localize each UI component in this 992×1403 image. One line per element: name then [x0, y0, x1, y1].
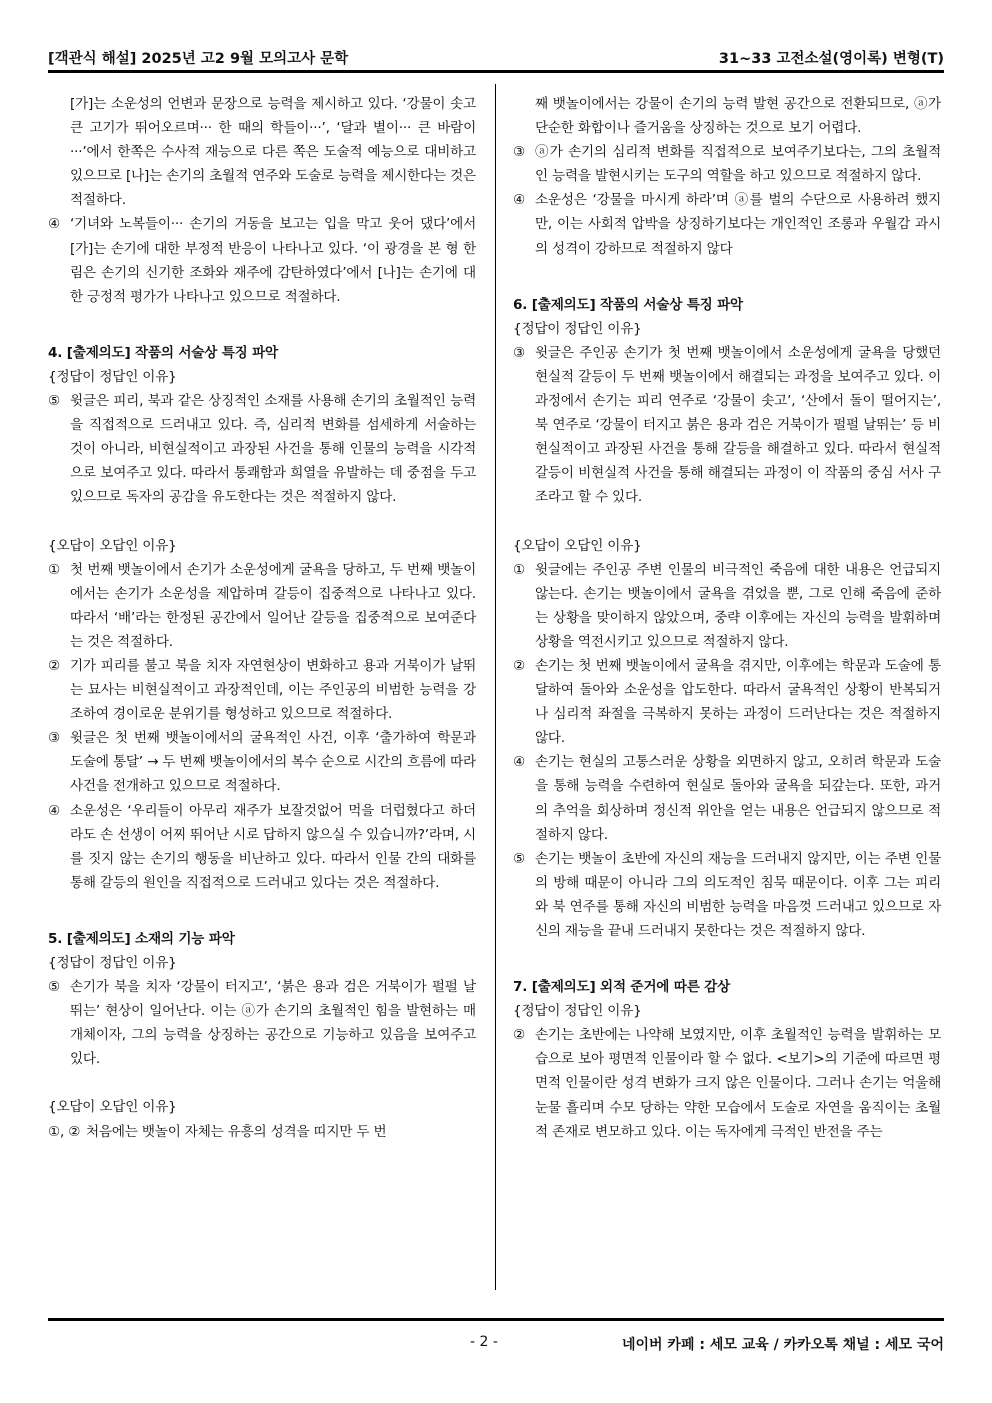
header-rule: [48, 70, 944, 73]
q4-wrong-1: [48, 558, 476, 654]
intro-continuation: [가]는 소운성의 언변과 문장으로 능력을 제시하고 있다. ‘강물이 솟고 큰 고기가 뛰어오르며··· 한 때의 학들이···’, ‘달과 별이··· 큰 바람이···’에서 한쪽은 수사적 재능으로 다른 쪽은 도술적 예능으로 대비하고 있으므로 [나]는 손기의 초월적 연주와 도술로 능력을 제시한다는 것은 적절하다.: [70, 96, 476, 209]
q5-title: 5. [출제의도] 소재의 기능 파악: [48, 930, 235, 947]
page-header: [48, 44, 944, 68]
q3-item-4: [48, 212, 476, 308]
item-number: ①: [48, 561, 60, 578]
item-text: 기가 피리를 불고 북을 치자 자연현상이 변화하고 용과 거북이가 날뛰는 묘사는 비현실적이고 과장적인데, 이는 주인공의 비범한 능력을 강조하여 경이로운 분위기를 형성하고 있으므로 적절하다.: [70, 657, 476, 723]
item-number: ④: [48, 802, 60, 819]
item-number: ②: [48, 657, 60, 674]
item-number: ②: [513, 657, 525, 674]
item-text: 손기가 북을 치자 ‘강물이 터지고’, ‘붉은 용과 검은 거북이가 펄펄 날뛰는’ 현상이 일어난다. 이는 ⓐ가 손기의 초월적인 힘을 발현하는 매개체이자, 그의 능력을 상징하는 공간으로 기능하고 있음을 보여주고 있다.: [70, 979, 476, 1068]
item-number: ⑤: [48, 393, 60, 410]
item-text: 윗글은 피리, 북과 같은 상징적인 소재를 사용해 손기의 초월적인 능력을 직접적으로 드러내고 있다. 즉, 심리적 변화를 섬세하게 서술하는 것이 아니라, 비현실적이고 과장된 사건을 통해 인물의 능력을 시각적으로 보여주고 있다. 따라서 통쾌함과 희열을 유발하는 데 중점을 두고 있으므로 독자의 공감을 유도한다는 것은 적절하지 않다.: [70, 393, 476, 506]
item-number: ①, ②: [48, 1123, 81, 1140]
item-number: ④: [48, 216, 60, 233]
item-text: ‘기녀와 노복들이··· 손기의 거동을 보고는 입을 막고 웃어 댔다’에서 [가]는 손기에 대한 부정적 반응이 나타나고 있다. ‘이 광경을 본 형 한림은 손기의 신기한 조화와 재주에 감탄하였다’에서 [나]는 손기에 대한 긍정적 평가가 나타나고 있으므로 적절하다.: [70, 216, 476, 305]
footer-rule: [48, 1318, 944, 1321]
item-text: 첫 번째 뱃놀이에서 손기가 소운성에게 굴욕을 당하고, 두 번째 뱃놀이에서는 손기가 소운성을 제압하며 갈등이 집중적으로 나타나고 있다. 따라서 ‘배’라는 한정된 공간에서 일어난 갈등을 집중적으로 보여준다는 것은 적절하다.: [70, 561, 476, 650]
q5-wrong-1-2: [48, 1120, 476, 1144]
page-number: - 2 -: [470, 1334, 498, 1350]
item-number: ③: [513, 144, 525, 161]
q5-correct: [48, 975, 476, 1071]
item-text: 처음에는 뱃놀이 자체는 유흥의 성격을 띠지만 두 번: [86, 1123, 387, 1140]
item-text: 손기는 뱃놀이 초반에 자신의 재능을 드러내지 않지만, 이는 주변 인물의 방해 때문이 아니라 그의 의도적인 침묵 때문이다. 이후 그는 피리와 북 연주를 통해 자신의 비범한 능력을 마음껏 드러내고 있으므로 자신의 재능을 끝내 드러내지 못한다는 것은 적절하지 않다.: [535, 850, 941, 939]
header-right: 31~33 고전소설(영이록) 변형(T): [718, 51, 944, 67]
item-text: 손기는 첫 번째 뱃놀이에서 굴욕을 겪지만, 이후에는 학문과 도술에 통달하여 돌아와 소운성을 압도한다. 따라서 굴욕적인 상황이 반복되거나 심리적 좌절을 극복하지 못하는 과정이 드러난다는 것은 적절하지 않다.: [535, 657, 941, 747]
q4-correct: [48, 389, 476, 509]
q4-correct-label: {정답이 정답인 이유}: [48, 368, 177, 385]
q4-title: 4. [출제의도] 작품의 서술상 특징 파악: [48, 344, 278, 361]
q5-correct-label: {정답이 정답인 이유}: [48, 955, 177, 971]
item-number: ⑤: [513, 850, 525, 867]
column-divider: [495, 84, 496, 1290]
q7-correct: [513, 1023, 941, 1143]
q5-wrong-3: [513, 140, 941, 188]
q7-correct-label: {정답이 정답인 이유}: [513, 1003, 642, 1020]
item-number: ②: [513, 1027, 525, 1044]
item-text: 소운성은 ‘강물을 마시게 하라’며 ⓐ를 벌의 수단으로 사용하려 했지만, 이는 사회적 압박을 상징하기보다는 개인적인 조롱과 우월감 과시의 성격이 강하므로 적절하지 않다: [535, 192, 941, 257]
item-text: 윗글에는 주인공 주변 인물의 비극적인 죽음에 대한 내용은 언급되지 않는다. 손기는 뱃놀이에서 굴욕을 겪었을 뿐, 그로 인해 죽음에 준하는 상황을 맞이하지 않았으며, 중략 이후에는 자신의 능력을 발휘하며 상황을 역전시키고 있으므로 적절하지 않다.: [535, 561, 941, 650]
q6-wrong-5: [513, 847, 941, 943]
item-text: 손기는 초반에는 나약해 보였지만, 이후 초월적인 능력을 발휘하는 모습으로 보아 평면적 인물이라 할 수 없다. <보기>의 기준에 따르면 평면적 인물이란 성격 변화가 크지 않은 인물이다. 그러나 손기는 억울해 눈물 흘리며 수모 당하는 약한 모습에서 도술로 자연을 움직이는 초월적 존재로 변모하고 있다. 이는 독자에게 극적인 반전을 주는: [535, 1027, 941, 1140]
item-text: 소운성은 ‘우리들이 아무리 재주가 보잘것없어 먹을 더럽혔다고 하더라도 손 선생이 어찌 뛰어난 시로 답하지 않으실 수 있습니까?’라며, 시를 짓지 않는 손기의 행동을 비난하고 있다. 따라서 인물 간의 대화를 통해 갈등의 원인을 직접적으로 드러내고 있다는 것은 적절하다.: [70, 802, 476, 891]
q6-wrong-2: [513, 654, 941, 750]
q5-wrong-4: [513, 188, 941, 260]
q6-wrong-1: [513, 558, 941, 654]
q5-wrong-1-2-continuation: 째 뱃놀이에서는 강물이 손기의 능력 발현 공간으로 전환되므로, ⓐ가 단순한 화합이나 즐거움을 상징하는 것으로 보기 어렵다.: [535, 96, 941, 137]
item-text: ⓐ가 손기의 심리적 변화를 직접적으로 보여주기보다는, 그의 초월적인 능력을 발현시키는 도구의 역할을 하고 있으므로 적절하지 않다.: [535, 144, 941, 185]
q4-wrong-4: [48, 799, 476, 895]
item-text: 손기는 현실의 고통스러운 상황을 외면하지 않고, 오히려 학문과 도술을 통해 능력을 수련하여 현실로 돌아와 굴욕을 되갚는다. 또한, 과거의 추억을 회상하며 정신적 위안을 얻는 내용은 언급되지 않으므로 적절하지 않다.: [535, 754, 941, 843]
item-number: ①: [513, 561, 525, 578]
right-column: [513, 92, 941, 1144]
item-number: ⑤: [48, 979, 60, 996]
q6-title: 6. [출제의도] 작품의 서술상 특징 파악: [513, 296, 743, 313]
q6-wrong-4: [513, 750, 941, 846]
q6-correct: [513, 341, 941, 510]
item-number: ③: [48, 730, 60, 747]
q4-wrong-2: [48, 654, 476, 726]
item-number: ④: [513, 754, 525, 771]
item-number: ③: [513, 344, 525, 361]
item-text: 윗글은 첫 번째 뱃놀이에서의 굴욕적인 사건, 이후 ‘출가하여 학문과 도술에 통달’ → 두 번째 뱃놀이에서의 복수 순으로 시간의 흐름에 따라 사건을 전개하고 있으므로 적절하다.: [70, 730, 476, 795]
q7-title: 7. [출제의도] 외적 준거에 따른 감상: [513, 979, 731, 996]
left-column: [48, 92, 476, 1144]
q6-wrong-label: {오답이 오답인 이유}: [513, 537, 642, 554]
header-left: [객관식 해설] 2025년 고2 9월 모의고사 문학: [48, 51, 349, 67]
item-number: ④: [513, 192, 525, 209]
q6-correct-label: {정답이 정답인 이유}: [513, 320, 642, 337]
q4-wrong-label: {오답이 오답인 이유}: [48, 537, 177, 554]
item-text: 윗글은 주인공 손기가 첫 번째 뱃놀이에서 소운성에게 굴욕을 당했던 현실적 갈등이 두 번째 뱃놀이에서 해결되는 과정을 보여주고 있다. 이 과정에서 손기는 피리 연주로 ‘강물이 솟고’, ‘산에서 돌이 떨어지는’, 북 연주로 ‘강물이 터지고 붉은 용과 검은 거북이가 펄펄 날뛰는’ 등 비현실적이고 과장된 사건을 통해 갈등을 해결하고 있다. 따라서 현실적 갈등이 비현실적 사건을 통해 해결되는 과정이 이 작품의 중심 서사 구조라고 할 수 있다.: [535, 344, 941, 506]
q5-wrong-label: {오답이 오답인 이유}: [48, 1099, 177, 1116]
q4-wrong-3: [48, 726, 476, 798]
footer-channel-info: 네이버 카페 : 세모 교육 / 카카오톡 채널 : 세모 국어: [621, 1337, 944, 1353]
